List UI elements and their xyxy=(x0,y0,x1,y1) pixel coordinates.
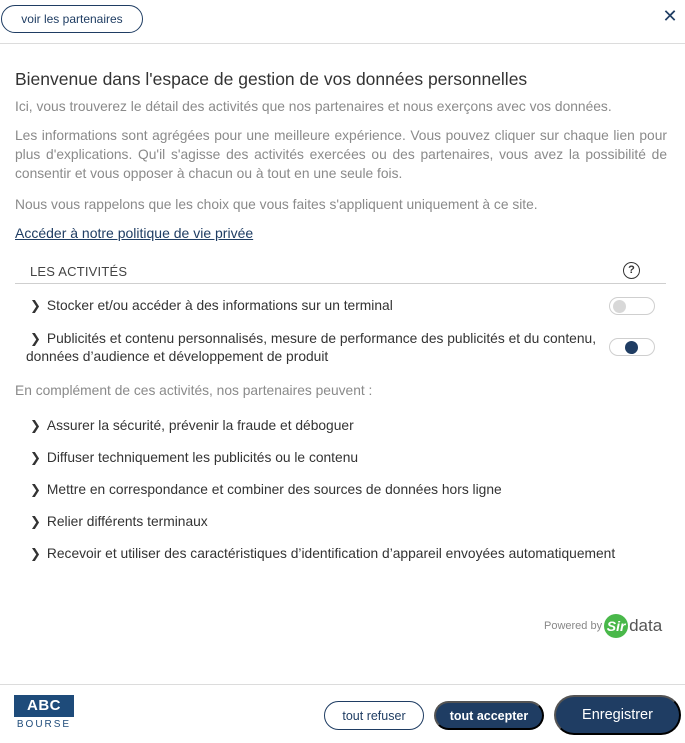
help-icon[interactable]: ? xyxy=(623,262,640,279)
purpose-item-identification[interactable] xyxy=(30,546,615,562)
logo-top: ABC xyxy=(14,695,74,717)
close-icon[interactable]: ✕ xyxy=(662,6,678,26)
sirdata-wordmark: data xyxy=(629,616,663,635)
toggle-knob xyxy=(613,300,626,313)
main-content xyxy=(15,66,667,241)
logo-bottom: BOURSE xyxy=(16,719,72,730)
purpose-item-offline[interactable] xyxy=(30,482,502,498)
privacy-policy-link[interactable]: Accéder à notre politique de vie privée xyxy=(15,225,254,241)
purpose-item-delivery[interactable] xyxy=(30,450,358,466)
chevron-right-icon: ❯ xyxy=(30,546,41,561)
activity-item-storage[interactable] xyxy=(30,296,393,315)
refuse-all-button[interactable]: tout refuser xyxy=(324,701,424,730)
activity-item-ads[interactable] xyxy=(30,329,596,348)
activities-section-title: LES ACTIVITÉS xyxy=(30,264,128,279)
purpose-label: Relier différents terminaux xyxy=(46,514,208,529)
purpose-label: Mettre en correspondance et combiner des sources de données hors ligne xyxy=(46,482,502,497)
intro-paragraph-2: Les informations sont agrégées pour une meilleure expérience. Vous pouvez cliquer sur chaque lien pour plus d'explications. Qu'il s'agisse des activités exercées ou des partenaires, vous avez la possibilité de consentir et vous opposer à chacun ou à tout en une seule fois. xyxy=(15,128,667,181)
abc-bourse-logo xyxy=(14,695,74,730)
intro-paragraph-3: Nous vous rappelons que les choix que vous faites s'appliquent uniquement à ce site. xyxy=(15,197,538,212)
chevron-right-icon: ❯ xyxy=(30,450,41,465)
powered-by xyxy=(544,612,662,640)
powered-by-text: Powered by xyxy=(544,620,603,632)
see-partners-button[interactable]: voir les partenaires xyxy=(1,5,143,33)
chevron-right-icon: ❯ xyxy=(30,298,41,313)
purpose-item-devices[interactable] xyxy=(30,514,208,530)
intro-paragraph-1: Ici, vous trouverez le détail des activités que nos partenaires et nous exerçons avec vos données. xyxy=(15,99,612,114)
footer xyxy=(0,684,685,743)
chevron-right-icon: ❯ xyxy=(30,482,41,497)
chevron-right-icon: ❯ xyxy=(30,418,41,433)
purpose-label: Recevoir et utiliser des caractéristiques d’identification d’appareil envoyées automatiquement xyxy=(46,546,616,561)
purpose-item-security[interactable] xyxy=(30,418,354,434)
activity-item-ads-line2: données d’audience et développement de produit xyxy=(26,349,329,364)
sirdata-logo xyxy=(604,614,662,638)
complement-intro: En complément de ces activités, nos partenaires peuvent : xyxy=(15,383,373,398)
toggle-knob xyxy=(625,341,638,354)
chevron-right-icon: ❯ xyxy=(30,331,41,346)
activities-header xyxy=(15,258,666,284)
toggle-storage[interactable] xyxy=(609,297,655,315)
toggle-ads[interactable] xyxy=(609,338,655,356)
top-bar xyxy=(0,0,685,44)
save-button[interactable]: Enregistrer xyxy=(554,695,681,735)
sirdata-mark: Sir xyxy=(604,614,628,638)
chevron-right-icon: ❯ xyxy=(30,514,41,529)
activity-label: Publicités et contenu personnalisés, mesure de performance des publicités et du contenu, xyxy=(46,331,597,346)
page-title: Bienvenue dans l'espace de gestion de vos données personnelles xyxy=(15,69,528,89)
activity-label: Stocker et/ou accéder à des informations sur un terminal xyxy=(46,298,393,313)
accept-all-button[interactable]: tout accepter xyxy=(434,701,544,730)
purpose-label: Diffuser techniquement les publicités ou le contenu xyxy=(46,450,359,465)
purpose-label: Assurer la sécurité, prévenir la fraude et déboguer xyxy=(46,418,354,433)
